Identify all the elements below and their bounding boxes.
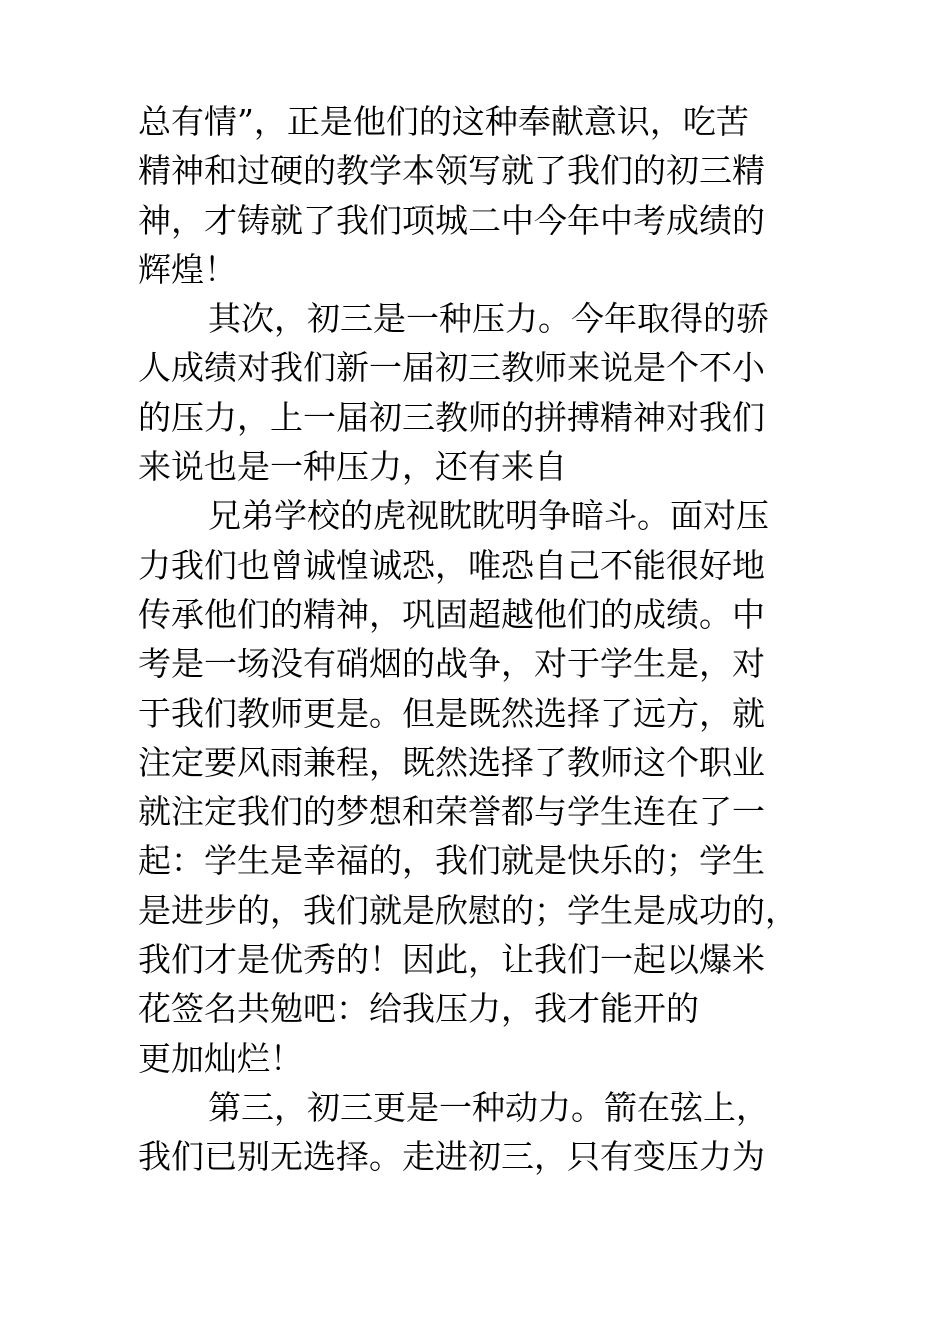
paragraph-start-line: 其次，初三是一种压力。今年取得的骄 — [208, 299, 769, 339]
text-line: 是进步的，我们就是欣慰的；学生是成功的， — [138, 890, 798, 930]
paragraph-start-line: 兄弟学校的虎视眈眈明争暗斗。面对压 — [208, 496, 769, 536]
text-line: 力我们也曾诚惶诚恐，唯恐自己不能很好地 — [138, 545, 765, 585]
text-line: 人成绩对我们新一届初三教师来说是个不小 — [138, 348, 765, 388]
text-line: 辉煌！ — [138, 249, 237, 289]
text-line: 精神和过硬的教学本领写就了我们的初三精 — [138, 151, 765, 191]
text-line: 花签名共勉吧：给我压力，我才能开的 — [138, 989, 699, 1029]
text-line: 我们才是优秀的！因此，让我们一起以爆米 — [138, 940, 765, 980]
text-line: 起：学生是幸福的，我们就是快乐的；学生 — [138, 841, 765, 881]
paragraph-start-line: 第三，初三更是一种动力。箭在弦上， — [208, 1087, 769, 1127]
text-line: 考是一场没有硝烟的战争，对于学生是，对 — [138, 644, 765, 684]
text-line: 来说也是一种压力，还有来自 — [138, 447, 567, 487]
body-text — [138, 97, 838, 1182]
text-line: 的压力，上一届初三教师的拼搏精神对我们 — [138, 397, 765, 437]
text-line: 就注定我们的梦想和荣誉都与学生连在了一 — [138, 792, 765, 832]
text-line: 更加灿烂！ — [138, 1038, 303, 1078]
text-line: 传承他们的精神，巩固超越他们的成绩。中 — [138, 594, 765, 634]
text-line: 于我们教师更是。但是既然选择了远方，就 — [138, 693, 765, 733]
text-line: 注定要风雨兼程，既然选择了教师这个职业 — [138, 742, 765, 782]
text-line: 神，才铸就了我们项城二中今年中考成绩的 — [138, 200, 765, 240]
text-line: 总有情”，正是他们的这种奉献意识，吃苦 — [138, 102, 749, 141]
text-line: 我们已别无选择。走进初三，只有变压力为 — [138, 1137, 765, 1177]
